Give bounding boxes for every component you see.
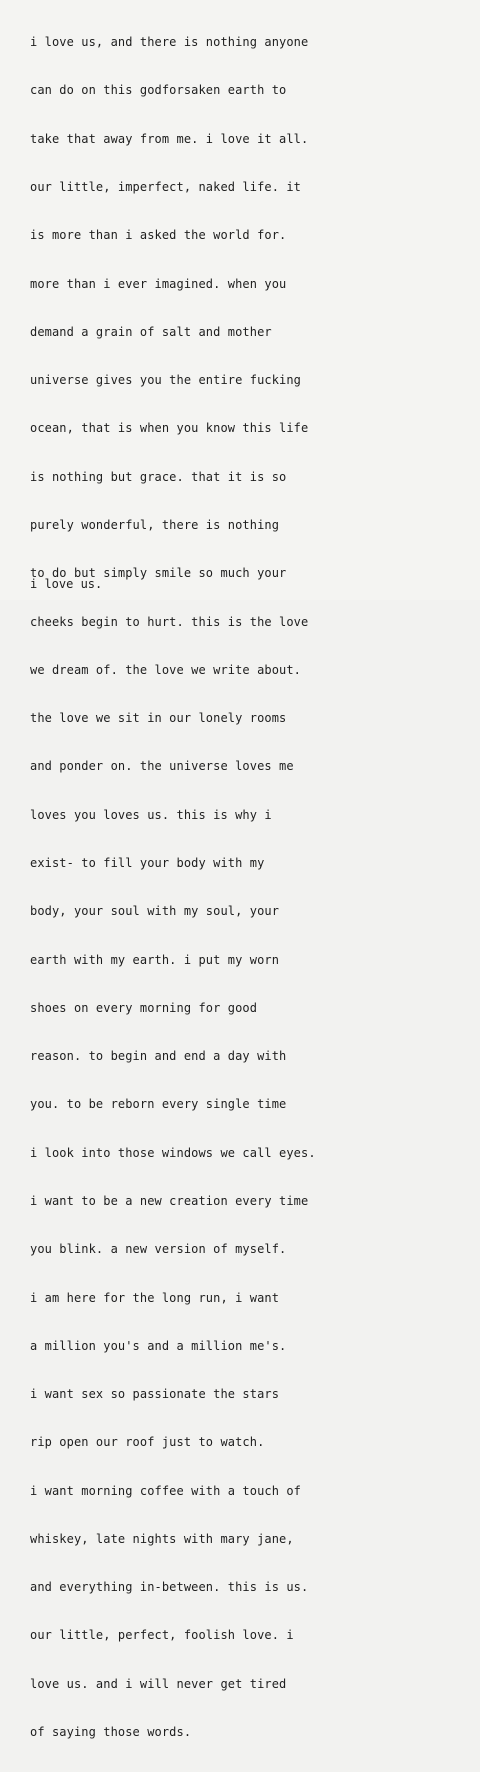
poem-line: exist- to fill your body with my <box>30 855 265 870</box>
poem-line: you blink. a new version of myself. <box>30 1242 287 1257</box>
poem-line: the love we sit in our lonely rooms <box>30 711 287 726</box>
poem-line: i want to be a new creation every time <box>30 1193 309 1208</box>
poem-line: i love us, and there is nothing anyone <box>30 35 309 50</box>
poem-line: loves you loves us. this is why i <box>30 807 272 822</box>
poem-line: body, your soul with my soul, your <box>30 904 280 919</box>
poem-line: and everything in-between. this is us. <box>30 1580 309 1595</box>
poem-line: a million you's and a million me's. <box>30 1338 287 1353</box>
poem-line: our little, imperfect, naked life. it <box>30 180 302 195</box>
poem-line: and ponder on. the universe loves me <box>30 759 294 774</box>
poem-line: universe gives you the entire fucking <box>30 373 302 388</box>
poem-line: our little, perfect, foolish love. i <box>30 1628 294 1643</box>
poem-line: ocean, that is when you know this life <box>30 421 309 436</box>
poem-line: whiskey, late nights with mary jane, <box>30 1531 294 1546</box>
closing-line: i love us. <box>30 577 103 591</box>
poem-line: i am here for the long run, i want <box>30 1290 280 1305</box>
poem-line: you. to be reborn every single time <box>30 1097 287 1112</box>
poem-line: earth with my earth. i put my worn <box>30 952 280 967</box>
poem-line: of saying those words. <box>30 1725 192 1740</box>
poem-line: demand a grain of salt and mother <box>30 324 272 339</box>
poem-line: is nothing but grace. that it is so <box>30 469 287 484</box>
poem-line: more than i ever imagined. when you <box>30 276 287 291</box>
poem-line: shoes on every morning for good <box>30 1000 258 1015</box>
poem-line: love us. and i will never get tired <box>30 1676 287 1691</box>
poem-line: purely wonderful, there is nothing <box>30 518 280 532</box>
poem-line: i want sex so passionate the stars <box>30 1387 280 1402</box>
poem-line: to do but simply smile so much your <box>30 566 287 581</box>
poem-line: i want morning coffee with a touch of <box>30 1483 302 1498</box>
poem-line: cheeks begin to hurt. this is the love <box>30 614 309 629</box>
poem-line: i look into those windows we call eyes. <box>30 1145 316 1160</box>
poem-line: is more than i asked the world for. <box>30 228 287 243</box>
poem-line: take that away from me. i love it all. <box>30 131 309 146</box>
poem-line: rip open our roof just to watch. <box>30 1435 265 1450</box>
poem-line: we dream of. the love we write about. <box>30 662 302 677</box>
poem-body <box>30 2 475 1772</box>
poem-line: can do on this godforsaken earth to <box>30 83 287 98</box>
poem-line: reason. to begin and end a day with <box>30 1049 287 1064</box>
